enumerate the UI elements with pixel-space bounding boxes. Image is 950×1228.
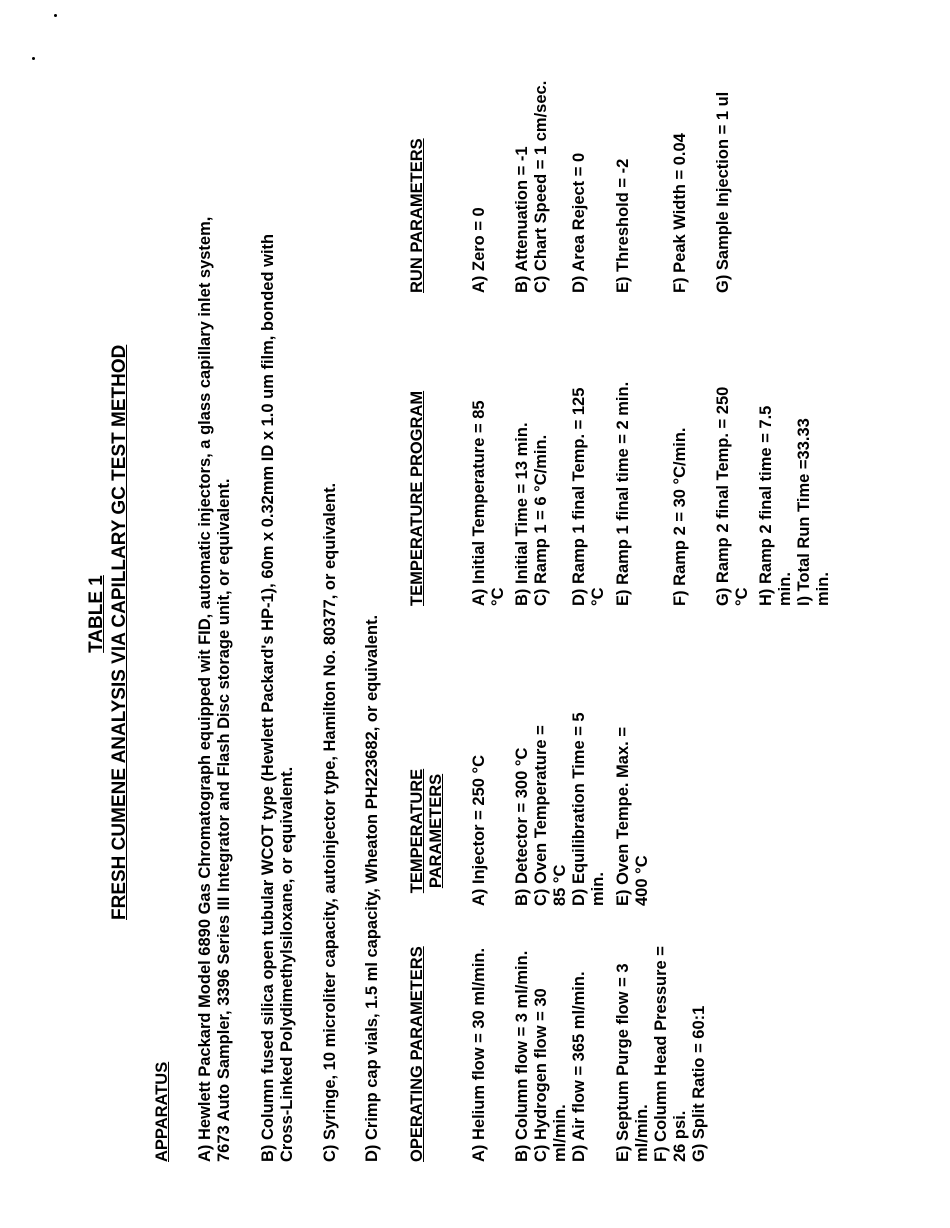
run-param-item-b: B) Attenuation = -1 — [513, 146, 531, 293]
temp-program-item-a-cont: °C — [489, 587, 507, 606]
apparatus-item-c: C) Syringe, 10 microliter capacity, autoinjector type, Hamilton No. 80377, or equivalent. — [321, 482, 339, 1162]
run-parameters-heading: RUN PARAMETERS — [408, 138, 426, 293]
operating-item-e-cont: ml/min. — [633, 1104, 651, 1162]
temp-param-item-d: D) Equilibration Time = 5 — [570, 712, 588, 906]
temp-param-item-e-cont: 400 °C — [633, 855, 651, 906]
temp-param-item-b: B) Detector = 300 °C — [513, 747, 531, 906]
operating-item-e: E) Septum Purge flow = 3 — [614, 963, 632, 1162]
page-title: FRESH CUMENE ANALYSIS VIA CAPILLARY GC TEST METHOD — [109, 344, 130, 920]
run-param-item-a: A) Zero = 0 — [470, 207, 488, 293]
operating-item-b: B) Column flow = 3 ml/min. — [513, 950, 531, 1162]
temp-program-item-c: C) Ramp 1 = 6 °C/min. — [532, 434, 550, 606]
temp-program-item-g: G) Ramp 2 final Temp. = 250 — [714, 386, 732, 606]
run-param-item-c: C) Chart Speed = 1 cm/sec. — [532, 80, 550, 293]
temp-param-item-c: C) Oven Temperature = — [532, 725, 550, 906]
temp-param-item-a: A) Injector = 250 °C — [470, 754, 488, 906]
table-label: TABLE 1 — [86, 575, 107, 653]
operating-item-a: A) Helium flow = 30 ml/min. — [470, 947, 488, 1162]
apparatus-item-a-cont: 7673 Auto Sampler, 3396 Series III Integrator and Flash Disc storage unit, or equivalent. — [215, 478, 233, 1162]
operating-parameters-heading: OPERATING PARAMETERS — [408, 946, 426, 1162]
temperature-parameters-heading: TEMPERATURE — [408, 768, 426, 894]
temp-program-item-h: H) Ramp 2 final time = 7.5 — [757, 405, 775, 606]
temp-param-item-c-cont: 85 °C — [551, 864, 569, 906]
temp-program-item-f: F) Ramp 2 = 30 °C/min. — [671, 427, 689, 606]
operating-item-d: D) Air flow = 365 ml/min. — [570, 971, 588, 1162]
run-param-item-f: F) Peak Width = 0.04 — [671, 133, 689, 293]
apparatus-item-b: B) Column fused silica open tubular WCOT type (Hewlett Packard's HP-1), 60m x 0.32mm ID x 1.0 um film, bonded with — [259, 233, 277, 1162]
operating-item-f: F) Column Head Pressure = — [652, 946, 670, 1162]
temp-program-item-i-cont: min. — [814, 572, 832, 606]
temp-program-item-i: I) Total Run Time =33.33 — [795, 418, 813, 606]
apparatus-item-b-cont: Cross-Linked Polydimethylsiloxane, or equivalent. — [278, 766, 296, 1162]
temp-param-item-e: E) Oven Tempe. Max. = — [614, 727, 632, 906]
temperature-parameters-heading-2: PARAMETERS — [427, 773, 445, 889]
apparatus-heading: APPARATUS — [153, 1061, 171, 1162]
apparatus-item-d: D) Crimp cap vials, 1.5 ml capacity, Wheaton PH223682, or equivalent. — [363, 614, 381, 1162]
operating-item-c: C) Hydrogen flow = 30 — [532, 988, 550, 1162]
operating-item-g: G) Split Ratio = 60:1 — [690, 1005, 708, 1162]
operating-item-c-cont: ml/min. — [551, 1104, 569, 1162]
temp-program-item-h-cont: min. — [776, 572, 794, 606]
temp-program-item-a: A) Initial Temperature = 85 — [470, 400, 488, 606]
run-param-item-d: D) Area Reject = 0 — [570, 152, 588, 293]
apparatus-item-a: A) Hewlett Packard Model 6890 Gas Chromatograph equipped wit FID, automatic injectors, a glass capillary inlet system, — [196, 216, 214, 1162]
temp-param-item-d-cont: min. — [589, 872, 607, 906]
temp-program-item-b: B) Initial Time = 13 min. — [513, 422, 531, 606]
temp-program-item-d: D) Ramp 1 final Temp. = 125 — [570, 387, 588, 606]
run-param-item-e: E) Threshold = -2 — [614, 158, 632, 293]
temp-program-item-e: E) Ramp 1 final time = 2 min. — [614, 381, 632, 606]
temp-program-item-g-cont: °C — [733, 587, 751, 606]
temperature-program-heading: TEMPERATURE PROGRAM — [408, 390, 426, 606]
operating-item-f-cont: 26 psi. — [671, 1110, 689, 1162]
run-param-item-g: G) Sample Injection = 1 ul — [714, 91, 732, 293]
temp-program-item-d-cont: °C — [589, 587, 607, 606]
